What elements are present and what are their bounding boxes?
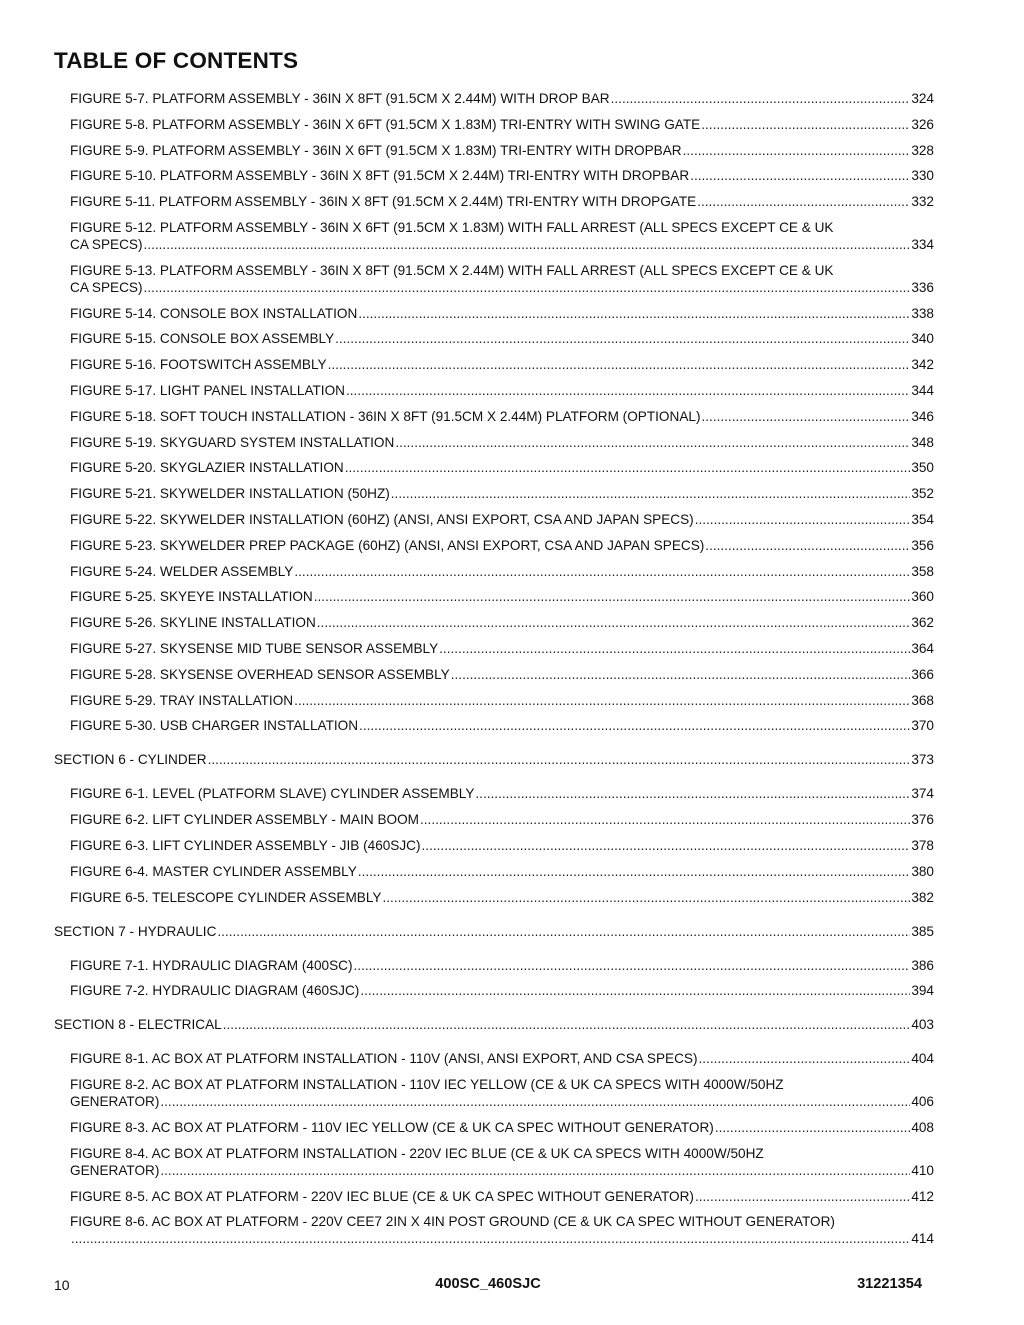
toc-figure-entry[interactable] — [54, 305, 934, 322]
toc-leader-dots — [294, 692, 910, 709]
toc-figure-entry[interactable] — [54, 167, 934, 184]
toc-entry-line — [70, 356, 934, 373]
toc-figure-entry[interactable] — [54, 90, 934, 107]
toc-entry-line — [70, 193, 934, 210]
toc-entry-title: FIGURE 6-3. LIFT CYLINDER ASSEMBLY - JIB (460SJC) — [70, 837, 421, 853]
toc-entry-title: FIGURE 6-4. MASTER CYLINDER ASSEMBLY — [70, 863, 357, 879]
toc-leader-dots — [391, 485, 911, 502]
toc-leader-dots — [701, 408, 910, 425]
toc-page-number: 385 — [911, 923, 934, 939]
toc-leader-dots — [314, 588, 911, 605]
toc-entry-line — [70, 717, 934, 734]
toc-leader-dots — [345, 459, 911, 476]
toc-figure-entry[interactable] — [54, 1188, 934, 1205]
toc-entry-title: FIGURE 5-13. PLATFORM ASSEMBLY - 36IN X 8FT (91.5CM X 2.44M) WITH FALL ARREST (ALL SPECS EXCEPT CE & UK — [70, 262, 834, 278]
toc-figure-entry[interactable] — [54, 330, 934, 347]
toc-entry-title: SECTION 7 - HYDRAULIC — [54, 923, 217, 939]
toc-entry-title: FIGURE 8-2. AC BOX AT PLATFORM INSTALLATION - 110V IEC YELLOW (CE & UK CA SPECS WITH 4000W/50HZ — [70, 1077, 784, 1093]
toc-leader-dots — [160, 1093, 910, 1110]
toc-figure-entry[interactable] — [54, 511, 934, 528]
toc-leader-dots — [383, 889, 911, 906]
toc-figure-entry[interactable] — [54, 1119, 934, 1136]
toc-page-number: 350 — [911, 460, 934, 476]
toc-entry-continuation — [70, 236, 934, 253]
toc-entry-title-continued: CA SPECS) — [70, 236, 143, 252]
toc-figure-entry[interactable] — [54, 666, 934, 683]
toc-leader-dots — [358, 305, 910, 322]
footer-page-number: 10 — [54, 1277, 70, 1293]
toc-figure-entry[interactable] — [54, 142, 934, 159]
toc-figure-entry[interactable] — [54, 193, 934, 210]
toc-figure-entry[interactable] — [54, 459, 934, 476]
toc-entry-line — [70, 982, 934, 999]
toc-leader-dots — [144, 279, 911, 296]
toc-entry-line — [70, 305, 934, 322]
toc-entry-title: FIGURE 5-26. SKYLINE INSTALLATION — [70, 615, 316, 631]
toc-figure-entry[interactable] — [54, 537, 934, 554]
toc-leader-dots — [475, 785, 910, 802]
toc-section-entry[interactable] — [54, 751, 934, 768]
toc-leader-dots — [328, 356, 911, 373]
toc-page-number: 373 — [911, 752, 934, 768]
toc-page-number: 403 — [911, 1017, 934, 1033]
toc-leader-dots — [611, 90, 911, 107]
toc-page-number: 380 — [911, 863, 934, 879]
toc-entry-title: FIGURE 5-27. SKYSENSE MID TUBE SENSOR ASSEMBLY — [70, 640, 439, 656]
toc-entry-title: FIGURE 5-15. CONSOLE BOX ASSEMBLY — [70, 331, 335, 347]
page-title: TABLE OF CONTENTS — [54, 48, 299, 73]
toc-page-number: 356 — [911, 537, 934, 553]
toc-entry-line — [70, 537, 934, 554]
toc-figure-entry[interactable] — [54, 485, 934, 502]
toc-page-number: 336 — [911, 279, 934, 295]
toc-leader-dots — [715, 1119, 910, 1136]
toc-figure-entry[interactable] — [54, 408, 934, 425]
toc-entry-title: FIGURE 8-5. AC BOX AT PLATFORM - 220V IEC BLUE (CE & UK CA SPEC WITHOUT GENERATOR) — [70, 1188, 694, 1204]
toc-figure-entry[interactable] — [54, 863, 934, 880]
toc-entry-line — [70, 167, 934, 184]
toc-entry-line — [70, 1119, 934, 1136]
toc-entry-line — [70, 1188, 934, 1205]
toc-entry-title: FIGURE 5-29. TRAY INSTALLATION — [70, 692, 294, 708]
toc-page-number: 412 — [911, 1188, 934, 1204]
toc-page-number: 404 — [911, 1051, 934, 1067]
toc-page-number: 414 — [911, 1231, 934, 1247]
toc-page-number: 324 — [911, 91, 934, 106]
toc-entry-title: FIGURE 7-1. HYDRAULIC DIAGRAM (400SC) — [70, 957, 353, 973]
toc-entry-line — [70, 563, 934, 580]
toc-page-number: 358 — [911, 563, 934, 579]
toc-entry-title: FIGURE 5-9. PLATFORM ASSEMBLY - 36IN X 6FT (91.5CM X 1.83M) TRI-ENTRY WITH DROPBAR — [70, 142, 682, 158]
toc-entry-title: FIGURE 8-1. AC BOX AT PLATFORM INSTALLATION - 110V (ANSI, ANSI EXPORT, AND CSA SPECS) — [70, 1051, 698, 1067]
toc-figure-entry[interactable] — [54, 1145, 934, 1179]
toc-leader-dots — [223, 1016, 911, 1033]
toc-entry-title: FIGURE 5-7. PLATFORM ASSEMBLY - 36IN X 8FT (91.5CM X 2.44M) WITH DROP BAR — [70, 91, 610, 106]
footer-model: 400SC_460SJC — [435, 1276, 541, 1292]
toc-figure-entry[interactable] — [54, 382, 934, 399]
toc-entry-continuation — [70, 1230, 934, 1247]
toc-entry-line — [54, 923, 934, 940]
toc-leader-dots — [335, 330, 910, 347]
toc-entry-line — [70, 614, 934, 631]
toc-figure-entry[interactable] — [54, 116, 934, 133]
toc-leader-dots — [395, 434, 910, 451]
toc-page-number: 334 — [911, 236, 934, 252]
toc-entry-title: FIGURE 8-4. AC BOX AT PLATFORM INSTALLATION - 220V IEC BLUE (CE & UK CA SPECS WITH 4000W/50HZ — [70, 1145, 764, 1161]
toc-entry-line — [70, 142, 934, 159]
toc-page-number: 364 — [911, 640, 934, 656]
toc-figure-entry[interactable] — [54, 262, 934, 296]
toc-entry-title: SECTION 6 - CYLINDER — [54, 752, 207, 768]
table-of-contents — [54, 90, 934, 1247]
toc-figure-entry[interactable] — [54, 717, 934, 734]
toc-entry-title: FIGURE 5-30. USB CHARGER INSTALLATION — [70, 718, 359, 734]
toc-entry-line — [70, 511, 934, 528]
toc-page-number: 366 — [911, 666, 934, 682]
toc-entry-line — [70, 785, 934, 802]
toc-page-number: 354 — [911, 511, 934, 527]
toc-leader-dots — [690, 167, 910, 184]
toc-page-number: 386 — [911, 957, 934, 973]
toc-figure-entry[interactable] — [54, 957, 934, 974]
toc-figure-entry[interactable] — [54, 785, 934, 802]
toc-entry-line — [70, 382, 934, 399]
toc-entry-line — [70, 692, 934, 709]
toc-leader-dots — [699, 1050, 911, 1067]
toc-leader-dots — [71, 1230, 910, 1247]
toc-leader-dots — [360, 982, 910, 999]
toc-entry-title: FIGURE 8-3. AC BOX AT PLATFORM - 110V IEC YELLOW (CE & UK CA SPEC WITHOUT GENERATOR) — [70, 1119, 714, 1135]
toc-page-number: 382 — [911, 889, 934, 905]
toc-figure-entry[interactable] — [54, 1213, 934, 1247]
toc-leader-dots — [354, 957, 911, 974]
toc-figure-entry[interactable] — [54, 1050, 934, 1067]
toc-page-number: 378 — [911, 837, 934, 853]
toc-page-number: 368 — [911, 692, 934, 708]
toc-entry-line — [70, 863, 934, 880]
toc-figure-entry[interactable] — [54, 1076, 934, 1110]
toc-leader-dots — [422, 837, 911, 854]
toc-page-number: 374 — [911, 786, 934, 802]
toc-page-number: 376 — [911, 812, 934, 828]
toc-leader-dots — [144, 236, 911, 253]
toc-entry-line — [70, 434, 934, 451]
toc-entry-title: FIGURE 5-18. SOFT TOUCH INSTALLATION - 36IN X 8FT (91.5CM X 2.44M) PLATFORM (OPTIONAL) — [70, 408, 701, 424]
toc-entry-title: SECTION 8 - ELECTRICAL — [54, 1017, 222, 1033]
toc-entry-line — [54, 1016, 934, 1033]
toc-entry-title: FIGURE 5-8. PLATFORM ASSEMBLY - 36IN X 6FT (91.5CM X 1.83M) TRI-ENTRY WITH SWING GATE — [70, 116, 701, 132]
toc-entry-title: FIGURE 5-11. PLATFORM ASSEMBLY - 36IN X 8FT (91.5CM X 2.44M) TRI-ENTRY WITH DROPGATE — [70, 194, 697, 210]
toc-figure-entry[interactable] — [54, 614, 934, 631]
toc-entry-title: FIGURE 5-25. SKYEYE INSTALLATION — [70, 589, 313, 605]
toc-page-number: 340 — [911, 331, 934, 347]
toc-page-number: 348 — [911, 434, 934, 450]
toc-leader-dots — [317, 614, 911, 631]
toc-figure-entry[interactable] — [54, 588, 934, 605]
toc-figure-entry[interactable] — [54, 563, 934, 580]
toc-figure-entry[interactable] — [54, 982, 934, 999]
toc-figure-entry[interactable] — [54, 837, 934, 854]
toc-leader-dots — [420, 811, 910, 828]
toc-entry-title: FIGURE 5-12. PLATFORM ASSEMBLY - 36IN X 6FT (91.5CM X 1.83M) WITH FALL ARREST (ALL SPECS EXCEPT CE & UK — [70, 219, 834, 235]
toc-leader-dots — [697, 193, 910, 210]
toc-section-entry[interactable] — [54, 923, 934, 940]
toc-entry-line — [70, 811, 934, 828]
toc-figure-entry[interactable] — [54, 640, 934, 657]
toc-figure-entry[interactable] — [54, 811, 934, 828]
toc-entry-line — [70, 116, 934, 133]
toc-leader-dots — [346, 382, 910, 399]
toc-entry-title: FIGURE 8-6. AC BOX AT PLATFORM - 220V CEE7 2IN X 4IN POST GROUND (CE & UK CA SPEC WITHOUT GENERATOR) — [70, 1214, 835, 1230]
toc-entry-title: FIGURE 6-5. TELESCOPE CYLINDER ASSEMBLY — [70, 889, 382, 905]
toc-entry-title: FIGURE 5-28. SKYSENSE OVERHEAD SENSOR ASSEMBLY — [70, 666, 450, 682]
toc-entry-line — [70, 1050, 934, 1067]
toc-leader-dots — [683, 142, 911, 159]
toc-entry-title: FIGURE 7-2. HYDRAULIC DIAGRAM (460SJC) — [70, 983, 360, 999]
toc-entry-title: FIGURE 5-19. SKYGUARD SYSTEM INSTALLATION — [70, 434, 395, 450]
toc-entry-line — [70, 957, 934, 974]
toc-page-number: 332 — [911, 194, 934, 210]
toc-page-number: 330 — [911, 168, 934, 184]
toc-page-number: 328 — [911, 142, 934, 158]
toc-entry-line — [70, 330, 934, 347]
toc-entry-line — [70, 889, 934, 906]
toc-entry-line — [54, 751, 934, 768]
toc-entry-title: FIGURE 5-17. LIGHT PANEL INSTALLATION — [70, 382, 345, 398]
toc-leader-dots — [701, 116, 910, 133]
toc-entry-title-continued: GENERATOR) — [70, 1094, 160, 1110]
toc-entry-title: FIGURE 5-20. SKYGLAZIER INSTALLATION — [70, 460, 344, 476]
toc-entry-line — [70, 837, 934, 854]
toc-entry-title: FIGURE 5-23. SKYWELDER PREP PACKAGE (60HZ) (ANSI, ANSI EXPORT, CSA AND JAPAN SPECS) — [70, 537, 705, 553]
toc-page-number: 360 — [911, 589, 934, 605]
toc-leader-dots — [358, 863, 911, 880]
toc-page-number: 370 — [911, 718, 934, 734]
toc-leader-dots — [451, 666, 911, 683]
toc-entry-line — [70, 459, 934, 476]
toc-entry-line — [70, 90, 934, 107]
toc-leader-dots — [217, 923, 910, 940]
toc-entry-line — [70, 666, 934, 683]
toc-entry-title: FIGURE 5-10. PLATFORM ASSEMBLY - 36IN X 8FT (91.5CM X 2.44M) TRI-ENTRY WITH DROPBAR — [70, 168, 690, 184]
page-footer — [54, 1277, 922, 1297]
toc-entry-continuation — [70, 1162, 934, 1179]
toc-entry-title: FIGURE 5-16. FOOTSWITCH ASSEMBLY — [70, 357, 327, 373]
toc-leader-dots — [294, 563, 910, 580]
toc-leader-dots — [695, 1188, 910, 1205]
toc-page-number: 352 — [911, 486, 934, 502]
toc-entry-continuation — [70, 1093, 934, 1110]
toc-page-number: 326 — [911, 116, 934, 132]
toc-page-number: 342 — [911, 357, 934, 373]
toc-page-number: 408 — [911, 1119, 934, 1135]
toc-entry-continuation — [70, 279, 934, 296]
toc-page-number: 410 — [911, 1162, 934, 1178]
toc-figure-entry[interactable] — [54, 219, 934, 253]
toc-page-number: 362 — [911, 615, 934, 631]
toc-leader-dots — [160, 1162, 910, 1179]
toc-entry-title-continued: GENERATOR) — [70, 1162, 160, 1178]
toc-entry-title: FIGURE 6-1. LEVEL (PLATFORM SLAVE) CYLINDER ASSEMBLY — [70, 786, 475, 802]
toc-entry-line — [70, 485, 934, 502]
toc-entry-title: FIGURE 5-24. WELDER ASSEMBLY — [70, 563, 294, 579]
toc-leader-dots — [359, 717, 910, 734]
toc-entry-title-continued: CA SPECS) — [70, 279, 143, 295]
toc-figure-entry[interactable] — [54, 692, 934, 709]
toc-page-number: 338 — [911, 305, 934, 321]
toc-entry-title: FIGURE 5-14. CONSOLE BOX INSTALLATION — [70, 305, 358, 321]
toc-figure-entry[interactable] — [54, 434, 934, 451]
toc-page-number: 394 — [911, 983, 934, 999]
toc-leader-dots — [705, 537, 910, 554]
toc-entry-line — [70, 408, 934, 425]
toc-leader-dots — [695, 511, 911, 528]
toc-page-number: 344 — [911, 382, 934, 398]
toc-leader-dots — [439, 640, 910, 657]
toc-section-entry[interactable] — [54, 1016, 934, 1033]
toc-figure-entry[interactable] — [54, 356, 934, 373]
toc-figure-entry[interactable] — [54, 889, 934, 906]
toc-entry-line — [70, 640, 934, 657]
footer-doc-number: 31221354 — [857, 1276, 922, 1292]
toc-leader-dots — [208, 751, 911, 768]
toc-entry-title: FIGURE 6-2. LIFT CYLINDER ASSEMBLY - MAIN BOOM — [70, 812, 419, 828]
toc-entry-title: FIGURE 5-21. SKYWELDER INSTALLATION (50HZ) — [70, 486, 390, 502]
toc-page-number: 406 — [911, 1094, 934, 1110]
toc-entry-title: FIGURE 5-22. SKYWELDER INSTALLATION (60HZ) (ANSI, ANSI EXPORT, CSA AND JAPAN SPECS) — [70, 511, 694, 527]
toc-page-number: 346 — [911, 408, 934, 424]
toc-entry-line — [70, 588, 934, 605]
